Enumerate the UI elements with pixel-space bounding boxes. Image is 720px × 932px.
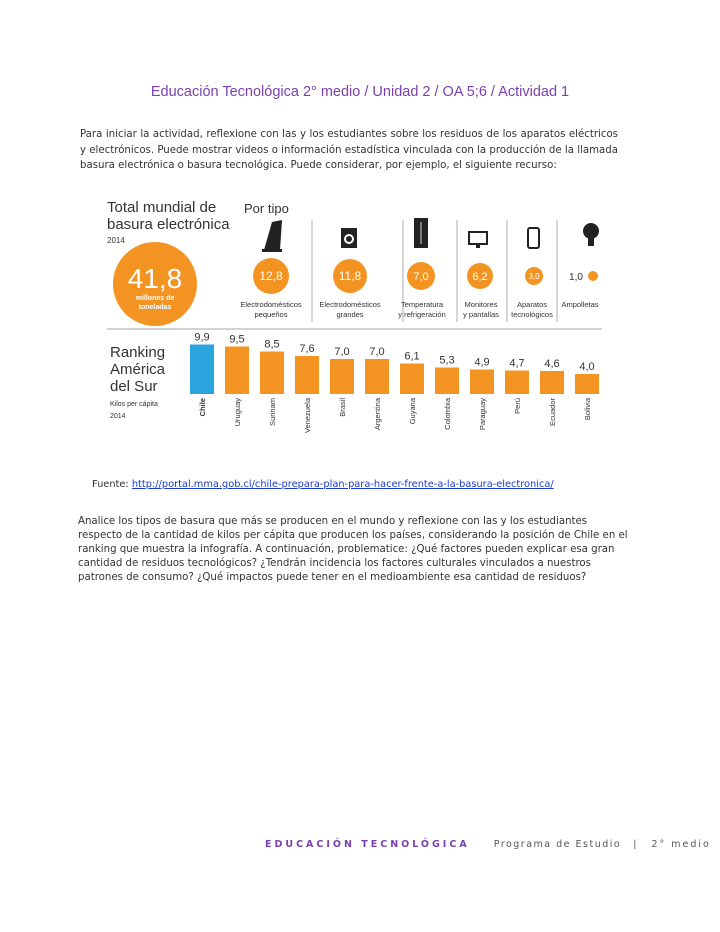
- category-label-paraguay: Paraguay: [478, 398, 487, 431]
- bar-argentina: [365, 359, 389, 394]
- category-label-venezuela: Venezuela: [303, 398, 312, 434]
- ranking-subtitle-1: Kilos per cápita: [110, 401, 158, 408]
- iron-icon: [262, 220, 282, 252]
- category-label-colombia: Colombia: [443, 398, 452, 430]
- value-label-uruguay: 9,5: [229, 333, 245, 346]
- phone-icon: [528, 228, 539, 248]
- value-label-argentina: 7,0: [369, 346, 385, 358]
- footer-separator: |: [633, 839, 640, 850]
- washing-machine-icon: [341, 228, 357, 248]
- bar-venezuela: [295, 356, 319, 394]
- type-label-refrigeration-2: y refrigeración: [398, 310, 446, 319]
- value-label-guyana: 6,1: [404, 350, 420, 363]
- type-label-small-appliances-1: Electrodomésticos: [240, 300, 302, 309]
- category-label-guyana: Guyana: [408, 398, 417, 425]
- bulb-icon: [583, 223, 599, 246]
- footer-brand: EDUCACIÓN TECNOLÓGICA: [265, 839, 470, 850]
- type-circle-bulbs: [588, 271, 598, 281]
- type-label-monitors-1: Monitores: [464, 300, 498, 309]
- ranking-title-line2: América: [110, 361, 166, 378]
- category-label-bolivia: Bolivia: [583, 398, 592, 421]
- value-label-colombia: 5,3: [439, 354, 455, 367]
- type-label-tech-devices-2: tecnológicos: [511, 310, 553, 319]
- monitor-icon: [469, 232, 487, 248]
- ranking-title-line3: del Sur: [110, 378, 158, 395]
- bar-paraguay: [470, 370, 494, 395]
- source-link[interactable]: http://portal.mma.gob.cl/chile-prepara-plan-para-hacer-frente-a-la-basura-electronica/: [131, 479, 554, 490]
- value-label-brasil: 7,0: [334, 346, 350, 358]
- type-value-bulbs: 1,0: [569, 272, 583, 283]
- page-footer: [265, 839, 711, 850]
- category-label-ecuador: Ecuador: [548, 398, 557, 426]
- type-label-large-appliances-1: Electrodomésticos: [319, 300, 381, 309]
- analysis-paragraph: Analice los tipos de basura que más se producen en el mundo y reflexione con las y los estudiantes respecto de la cantidad de kilos per cápita que producen los países, considerando la posición de Chile en el ranking que muestra la infografía. A continuación, problematice: ¿Qué factores pueden explicar esa gran cantidad de residuos tecnológicos? ¿Tendrán incidencia los factores culturales vinculados a nuestros patrones de consumo? ¿Qué impactos puede tener en el medioambiente esa cantidad de residuos?: [78, 516, 628, 583]
- type-value-monitors: 6,2: [472, 271, 488, 283]
- source-line: [92, 479, 554, 490]
- category-label-chile: Chile: [198, 398, 207, 417]
- bar-uruguay: [225, 347, 249, 395]
- bar-ecuador: [540, 371, 564, 394]
- category-label-peru: Perú: [513, 398, 522, 414]
- infographic-title-line2: basura electrónica: [107, 216, 230, 233]
- ranking-bar-chart: [190, 332, 599, 434]
- type-label-bulbs-1: Ampolletas: [561, 300, 599, 309]
- bar-colombia: [435, 368, 459, 395]
- bar-surinam: [260, 352, 284, 395]
- value-label-venezuela: 7,6: [299, 343, 315, 355]
- type-label-refrigeration-1: Temperatura: [400, 300, 444, 309]
- category-label-brasil: Brasil: [338, 398, 347, 417]
- category-label-uruguay: Uruguay: [233, 398, 242, 427]
- infographic-year: 2014: [107, 236, 125, 245]
- value-label-paraguay: 4,9: [474, 356, 490, 369]
- type-value-small-appliances: 12,8: [259, 269, 283, 283]
- bar-peru: [505, 371, 529, 395]
- bar-guyana: [400, 364, 424, 395]
- bar-chile: [190, 345, 214, 395]
- category-label-argentina: Argentina: [373, 398, 382, 431]
- value-label-bolivia: 4,0: [579, 361, 595, 373]
- total-unit-line2: toneladas: [138, 304, 172, 311]
- by-type-label: Por tipo: [244, 201, 289, 216]
- footer-grade: 2° medio: [651, 839, 711, 850]
- source-label: Fuente:: [92, 479, 129, 490]
- category-label-surinam: Surinam: [268, 398, 277, 426]
- footer-program: Programa de Estudio: [493, 839, 622, 850]
- ranking-subtitle-2: 2014: [110, 413, 126, 420]
- bar-brasil: [330, 359, 354, 394]
- ranking-title-line1: Ranking: [110, 344, 166, 361]
- e-waste-infographic: [104, 192, 604, 456]
- infographic-title-line1: Total mundial de: [107, 199, 217, 216]
- total-unit-line1: millones de: [135, 295, 175, 302]
- fridge-icon: [414, 218, 428, 248]
- type-label-tech-devices-1: Aparatos: [516, 300, 548, 309]
- type-value-large-appliances: 11,8: [338, 269, 362, 283]
- type-value-tech-devices: 3,0: [528, 272, 540, 281]
- value-label-chile: 9,9: [194, 331, 210, 344]
- type-value-refrigeration: 7,0: [413, 271, 429, 283]
- value-label-ecuador: 4,6: [544, 358, 560, 370]
- intro-paragraph: Para iniciar la actividad, reflexione con las y los estudiantes sobre los residuos de los aparatos eléctricos y electrónicos. Puede mostrar videos o información estadística vinculada con la producción de la llamada basura electrónica o basura tecnológica. Puede considerar, por ejemplo, el siguiente recurso:: [80, 129, 618, 171]
- type-label-monitors-2: y pantallas: [463, 310, 499, 319]
- type-label-small-appliances-2: pequeños: [254, 310, 288, 319]
- page-title: Educación Tecnológica 2° medio / Unidad 2 / OA 5;6 / Actividad 1: [150, 84, 570, 100]
- bar-bolivia: [575, 374, 599, 394]
- value-label-peru: 4,7: [509, 357, 525, 370]
- type-label-large-appliances-2: grandes: [336, 310, 364, 319]
- value-label-surinam: 8,5: [264, 338, 280, 351]
- total-value: 41,8: [127, 263, 183, 294]
